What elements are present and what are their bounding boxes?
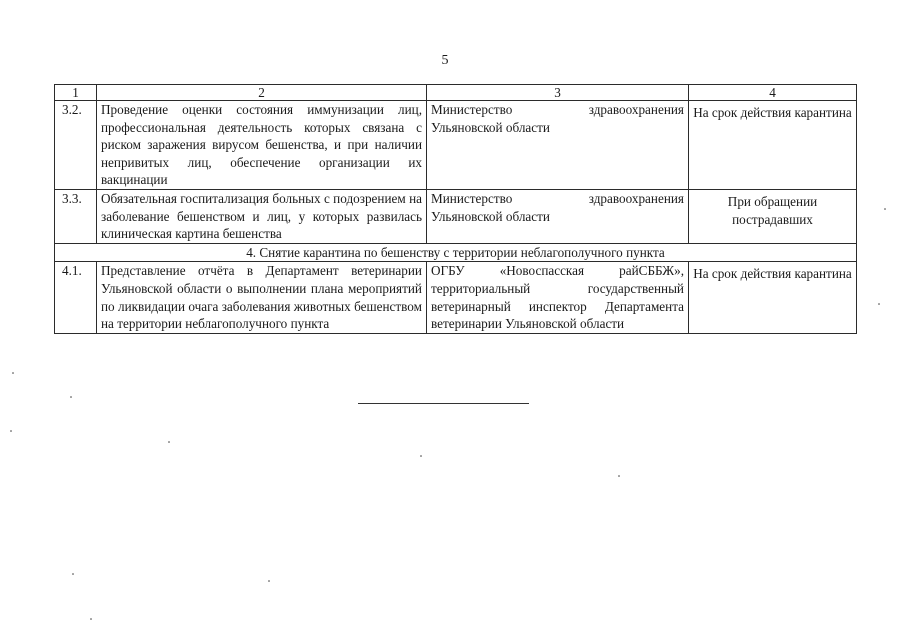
row-term: На срок действия карантина [689,262,857,333]
row-responsible: Министерство здравоохранения Ульяновской области [427,189,689,243]
scan-speck [168,441,170,443]
table-row [55,262,857,333]
table-row [55,101,857,190]
measures-table [54,84,857,334]
scan-speck [70,396,72,398]
column-header: 3 [427,85,689,101]
row-responsible: Министерство здравоохранения Ульяновской области [427,101,689,190]
page-number: 5 [441,53,449,68]
scan-speck [268,580,270,582]
column-header: 4 [689,85,857,101]
column-header: 1 [55,85,97,101]
scan-speck [10,430,12,432]
table-row [55,189,857,243]
row-description: Представление отчёта в Департамент ветеринарии Ульяновской области о выполнении плана мероприятий по ликвидации очага заболевания животных бешенством на территории неблагополучного пункта [97,262,427,333]
row-term: При обращении пострадавших [689,189,857,243]
scan-speck [618,475,620,477]
scan-speck [420,455,422,457]
scan-speck [12,372,14,374]
row-number: 3.2. [55,101,97,190]
row-number: 3.3. [55,189,97,243]
column-header: 2 [97,85,427,101]
row-term: На срок действия карантина [689,101,857,190]
section-row [55,243,857,262]
row-description: Проведение оценки состояния иммунизации лиц, профессиональная деятельность которых связана с риском заражения вирусом бешенства, и при наличии непривитых лиц, обеспечение организации их вакцинации [97,101,427,190]
scan-speck [884,208,886,210]
row-description: Обязательная госпитализация больных с подозрением на заболевание бешенством и лиц, у которых развилась клиническая картина бешенства [97,189,427,243]
row-number: 4.1. [55,262,97,333]
row-responsible: ОГБУ «Новоспасская райСББЖ», территориальный государственный ветеринарный инспектор Департамента ветеринарии Ульяновской области [427,262,689,333]
scan-speck [72,573,74,575]
table-header-row [55,85,857,101]
scan-speck [90,618,92,620]
end-rule [358,403,529,404]
scan-speck [878,303,880,305]
section-title: 4. Снятие карантина по бешенству с территории неблагополучного пункта [55,243,857,262]
